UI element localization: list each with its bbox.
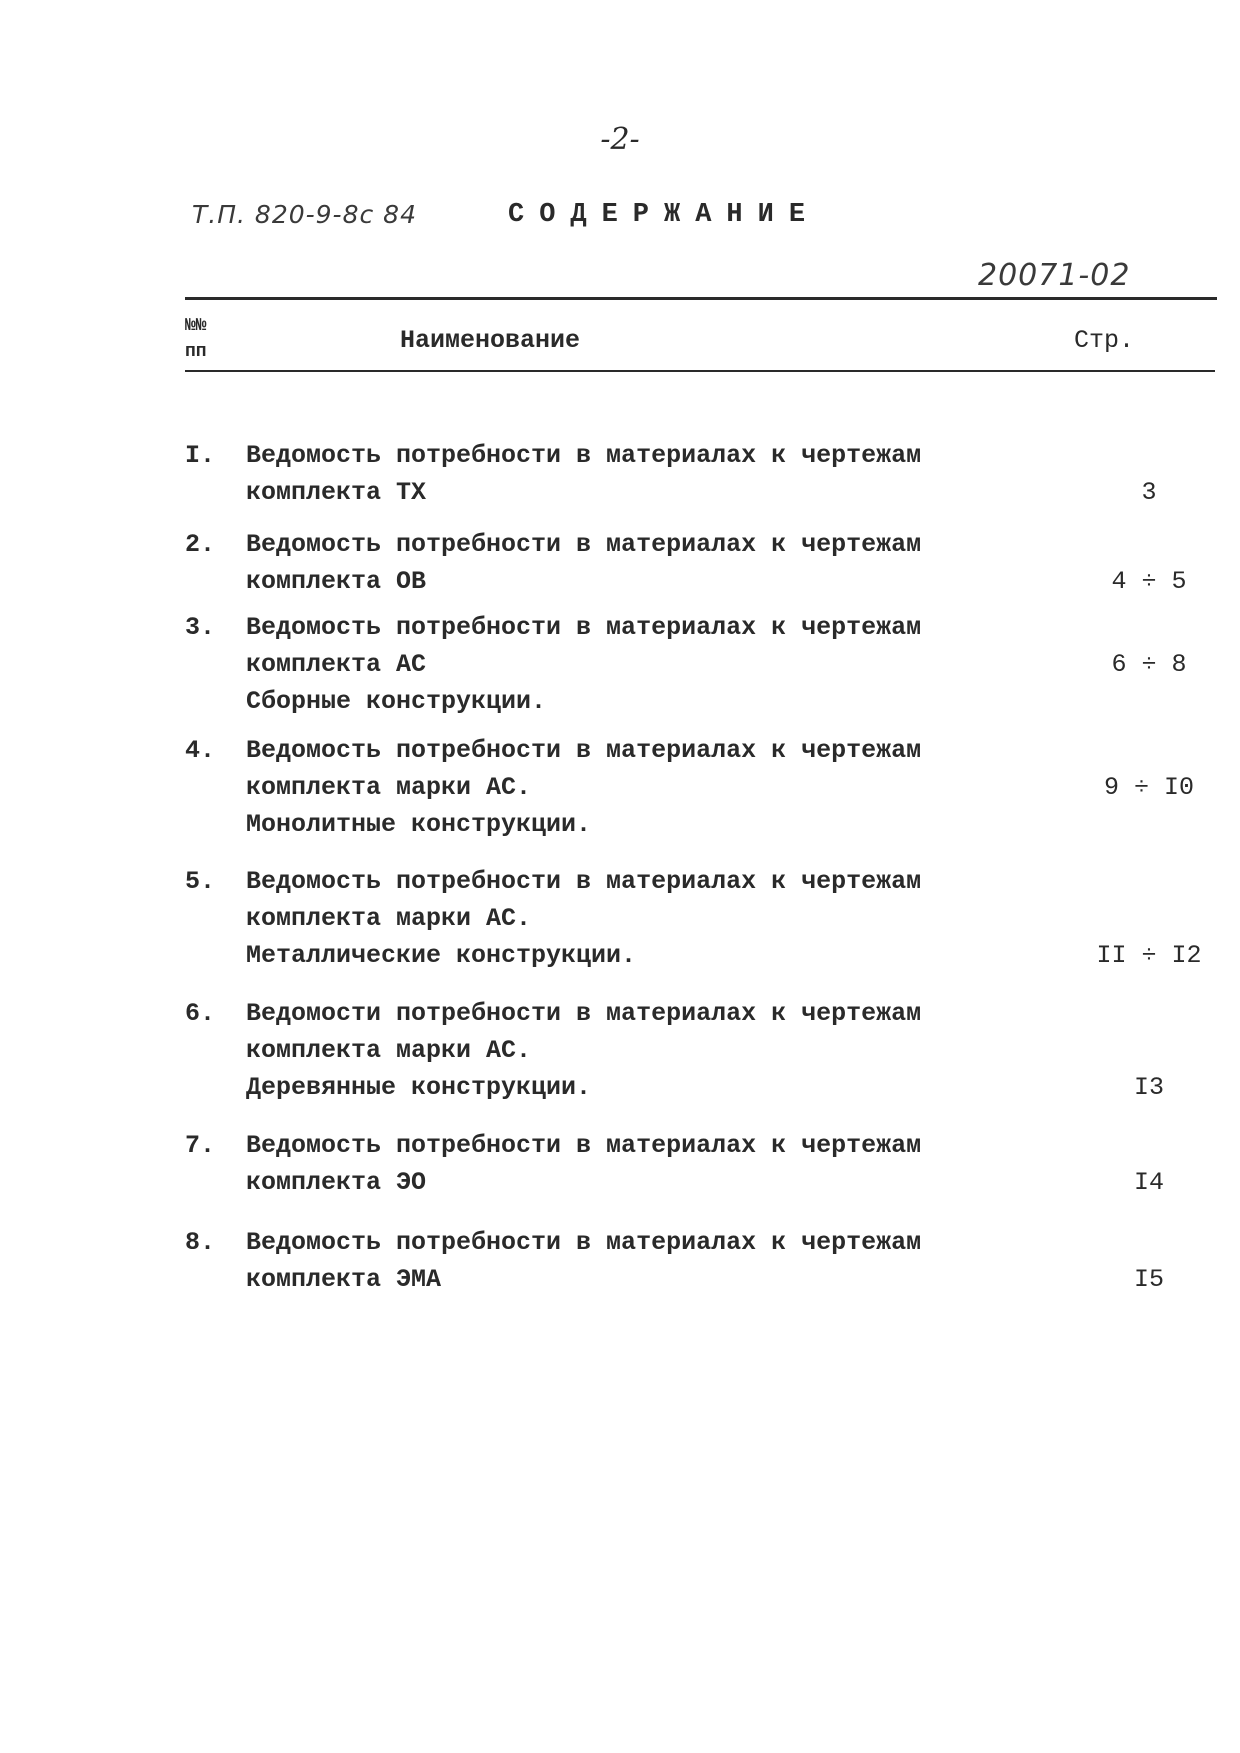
entry-title-line: комплекта марки АС. [246, 773, 532, 802]
page-title: СОДЕРЖАНИЕ [508, 200, 821, 230]
entry-title [246, 1224, 1146, 1298]
doc-number: 20071-02 [978, 258, 1131, 293]
entry-title-line: комплекта ЭМА [246, 1265, 442, 1294]
entry-page: I5 [1133, 1265, 1164, 1294]
table-header-rule [185, 370, 1215, 372]
entry-title-line: Монолитные конструкции. [246, 810, 592, 839]
entry-page: 9 ÷ I0 [1103, 773, 1194, 802]
table-top-rule [185, 297, 1217, 300]
entry-page: 3 [1141, 478, 1157, 507]
entry-page: II ÷ I2 [1096, 941, 1202, 970]
entry-title-line: Ведомость потребности в материалах к чертежам [246, 867, 922, 896]
entry-number: 6. [185, 999, 216, 1028]
entry-number: I. [185, 441, 216, 470]
entry-title-line: комплекта марки АС. [246, 904, 532, 933]
entry-title-line: Сборные конструкции. [246, 687, 547, 716]
entry-number: 8. [185, 1228, 216, 1257]
entry-title [246, 437, 1146, 511]
entry-title-line: комплекта марки АС. [246, 1036, 532, 1065]
entry-title-line: Ведомость потребности в материалах к чертежам [246, 1228, 922, 1257]
entry-page: I3 [1133, 1073, 1164, 1102]
entry-title-line: Деревянные конструкции. [246, 1073, 592, 1102]
doc-code: Т.П. 820-9-8с 84 [192, 200, 417, 229]
entry-title [246, 1127, 1146, 1201]
entry-number: 4. [185, 736, 216, 765]
entry-title-line: Ведомости потребности в материалах к чертежам [246, 999, 922, 1028]
entry-page: I4 [1133, 1168, 1164, 1197]
entry-title-line: Ведомость потребности в материалах к чертежам [246, 613, 922, 642]
entry-title [246, 732, 1146, 843]
entry-page: 4 ÷ 5 [1111, 567, 1187, 596]
header-page: Стр. [1074, 326, 1135, 355]
entry-number: 7. [185, 1131, 216, 1160]
page-number: -2- [600, 122, 640, 157]
header-name: Наименование [400, 326, 581, 355]
entry-title [246, 609, 1146, 720]
header-num: №№ пп [185, 316, 207, 362]
entry-title-line: Ведомость потребности в материалах к чертежам [246, 530, 922, 559]
entry-title [246, 863, 1146, 974]
entry-title-line: комплекта ЭО [246, 1168, 427, 1197]
entry-title-line: комплекта ТХ [246, 478, 427, 507]
entry-title-line: комплекта ОВ [246, 567, 427, 596]
entry-title-line: Ведомость потребности в материалах к чертежам [246, 1131, 922, 1160]
entry-title-line: комплекта АС [246, 650, 427, 679]
entry-page: 6 ÷ 8 [1111, 650, 1187, 679]
entry-number: 2. [185, 530, 216, 559]
entry-title-line: Металлические конструкции. [246, 941, 637, 970]
entry-number: 5. [185, 867, 216, 896]
entry-title [246, 995, 1146, 1106]
entry-title [246, 526, 1146, 600]
entry-title-line: Ведомость потребности в материалах к чертежам [246, 736, 922, 765]
entry-number: 3. [185, 613, 216, 642]
entry-title-line: Ведомость потребности в материалах к чертежам [246, 441, 922, 470]
